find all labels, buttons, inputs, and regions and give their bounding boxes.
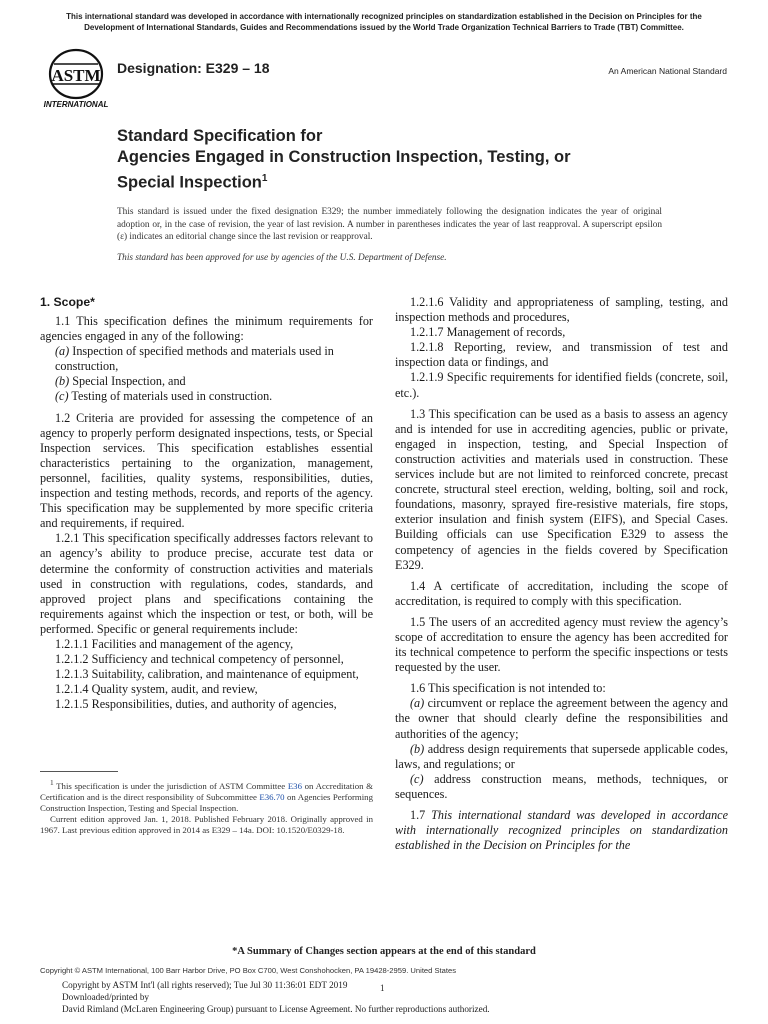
section-1-7: 1.7 This international standard was developed in accordance with internationally recognized principles on standardization established in the Decision on Principles for the: [395, 808, 728, 853]
national-standard-label: An American National Standard: [608, 66, 727, 76]
page-number: 1: [380, 983, 385, 993]
download-info: [62, 979, 762, 1015]
scope-heading: 1. Scope*: [40, 295, 95, 309]
section-1-4: 1.4 A certificate of accreditation, including the scope of accreditation, is required to comply with this specification.: [395, 578, 728, 608]
download-line-2: Downloaded/printed by: [62, 992, 150, 1002]
footnote: [40, 777, 373, 836]
footnote-edition: Current edition approved Jan. 1, 2018. Published February 2018. Originally approved in 1967. Last previous edition approved in 2014 as E329 – 14a. DOI: 10.1520/E0329-18.: [40, 813, 373, 835]
section-1-1: 1.1 This specification defines the minimum requirements for agencies engaged in any of the following:: [40, 314, 373, 344]
section-1-5: 1.5 The users of an accredited agency must review the agency’s scope of accreditation to ensure the agency has been accredited for its technical competence to perform the specific inspections or tests requested by the user.: [395, 614, 728, 675]
not-intended-item-c: (c) address construction means, methods, techniques, or sequences.: [395, 771, 728, 801]
title-line-3: Special Inspection$^1$: [117, 173, 268, 192]
download-line-1: Copyright by ASTM Int'l (all rights reserved); Tue Jul 30 11:36:01 EDT 2019: [62, 980, 348, 990]
list-item-a: (a) Inspection of specified methods and materials used in construction,: [55, 344, 334, 374]
footnote-jurisdiction: $^1$ This specification is under the jurisdiction of ASTM Committee E36 on Accreditation & Certification and is the direct responsibility of Subcommittee E36.70 on Agencies Performing Construction Inspection, Testing and Special Inspection.: [40, 778, 373, 813]
not-intended-item-a: (a) circumvent or replace the agreement between the agency and the owner that should clearly define the responsibilities and authorities of the agency;: [395, 696, 728, 741]
logo-text: ASTM: [51, 66, 101, 85]
section-1-2-1: 1.2.1 This specification specifically addresses factors relevant to an agency’s ability to produce precise, accurate test data or determine the conformity of construction activities and materials used in construction with regulations, codes, standards, and approved project plans and specifications containing the requirements against which the inspection or test, or both, will be performed. Specific or general requirements include:: [40, 531, 373, 636]
section-1-6: 1.6 This specification is not intended to:: [410, 681, 606, 696]
summary-of-changes-note: *A Summary of Changes section appears at the end of this standard: [232, 946, 536, 957]
section-1-2-1-5: 1.2.1.5 Responsibilities, duties, and authority of agencies,: [55, 697, 337, 712]
designation: Designation: E329 – 18: [117, 60, 270, 76]
subcommittee-e36-70-link[interactable]: E36.70: [259, 791, 285, 802]
not-intended-item-b: (b) address design requirements that supersede applicable codes, laws, and regulations; or: [395, 741, 728, 771]
section-1-3: 1.3 This specification can be used as a basis to assess an agency and is intended for use in accrediting agencies, public or private, engaged in inspection, testing, and Special Inspection of construction activities and materials used in construction. These services include but are not limited to reinforced concrete, precast concrete, structural steel erection, welding, bolting, soil and rock, foundations, masonry, sprayed fire-resistive materials, fire stops, exterior insulation and finish system (EIFS), and Special Cases. Building officials can use Specification E329 to assess the competency of agencies in the fields covered by Specification E329.: [395, 406, 728, 572]
section-1-2-1-9: 1.2.1.9 Specific requirements for identified fields (concrete, soil, etc.).: [395, 370, 728, 400]
preface-text: This standard is issued under the fixed designation E329; the number immediately following the designation indicates the year of original adoption or, in the case of revision, the year of last revision. A number in parentheses indicates the year of last reapproval. A superscript epsilon (ε) indicates an editorial change since the last revision or reapproval.: [117, 207, 662, 242]
committee-e36-link[interactable]: E36: [287, 780, 302, 791]
logo-subtext: INTERNATIONAL: [43, 100, 109, 109]
title-footnote-ref: 1: [261, 173, 268, 184]
dod-approval: This standard has been approved for use by agencies of the U.S. Department of Defense.: [117, 252, 447, 263]
footnote-rule: [40, 771, 118, 772]
section-1-2-1-2: 1.2.1.2 Sufficiency and technical competency of personnel,: [55, 652, 344, 667]
standard-title: [117, 126, 677, 194]
astm-logo: [40, 48, 112, 110]
section-1-2-1-6: 1.2.1.6 Validity and appropriateness of sampling, testing, and inspection methods and procedures,: [395, 295, 728, 325]
title-line-2: Agencies Engaged in Construction Inspection, Testing, or: [117, 148, 571, 166]
notice-line-2: Development of International Standards, Guides and Recommendations issued by the World Trade Organization Technical Barriers to Trade (TBT) Committee.: [84, 22, 684, 32]
title-line-1: Standard Specification for: [117, 127, 323, 145]
section-1-2-1-4: 1.2.1.4 Quality system, audit, and review,: [55, 682, 258, 697]
section-1-2: 1.2 Criteria are provided for assessing the competence of an agency to properly perform designated inspections, tests, or Special Inspection services. This specification establishes essential characteristics pertaining to the organization, management, personnel, facilities, quality systems, responsibilities, duties, inspection and testing methods, records, and reports of the agency. This specification may be supplemented by more specific criteria and requirements, if required.: [40, 410, 373, 531]
list-item-c: (c) Testing of materials used in construction.: [55, 389, 273, 404]
copyright-line: Copyright © ASTM International, 100 Barr Harbor Drive, PO Box C700, West Conshohocken, PA 19428-2959. United States: [40, 966, 457, 975]
section-1-2-1-1: 1.2.1.1 Facilities and management of the agency,: [55, 636, 294, 651]
section-1-2-1-8: 1.2.1.8 Reporting, review, and transmission of test and inspection data or findings, and: [395, 340, 728, 370]
notice-line-1: This international standard was developed in accordance with internationally recognized principles on standardization established in the Decision on Principles for the: [66, 12, 702, 21]
preface: [117, 206, 662, 264]
left-column: [40, 295, 373, 712]
section-1-2-1-7: 1.2.1.7 Management of records,: [410, 325, 566, 340]
right-column: [395, 295, 728, 853]
section-1-2-1-3: 1.2.1.3 Suitability, calibration, and maintenance of equipment,: [55, 667, 359, 682]
standardization-notice: [30, 12, 738, 33]
list-item-b: (b) Special Inspection, and: [55, 374, 186, 389]
download-line-3: David Rimland (McLaren Engineering Group) pursuant to License Agreement. No further reproductions authorized.: [62, 1004, 490, 1014]
